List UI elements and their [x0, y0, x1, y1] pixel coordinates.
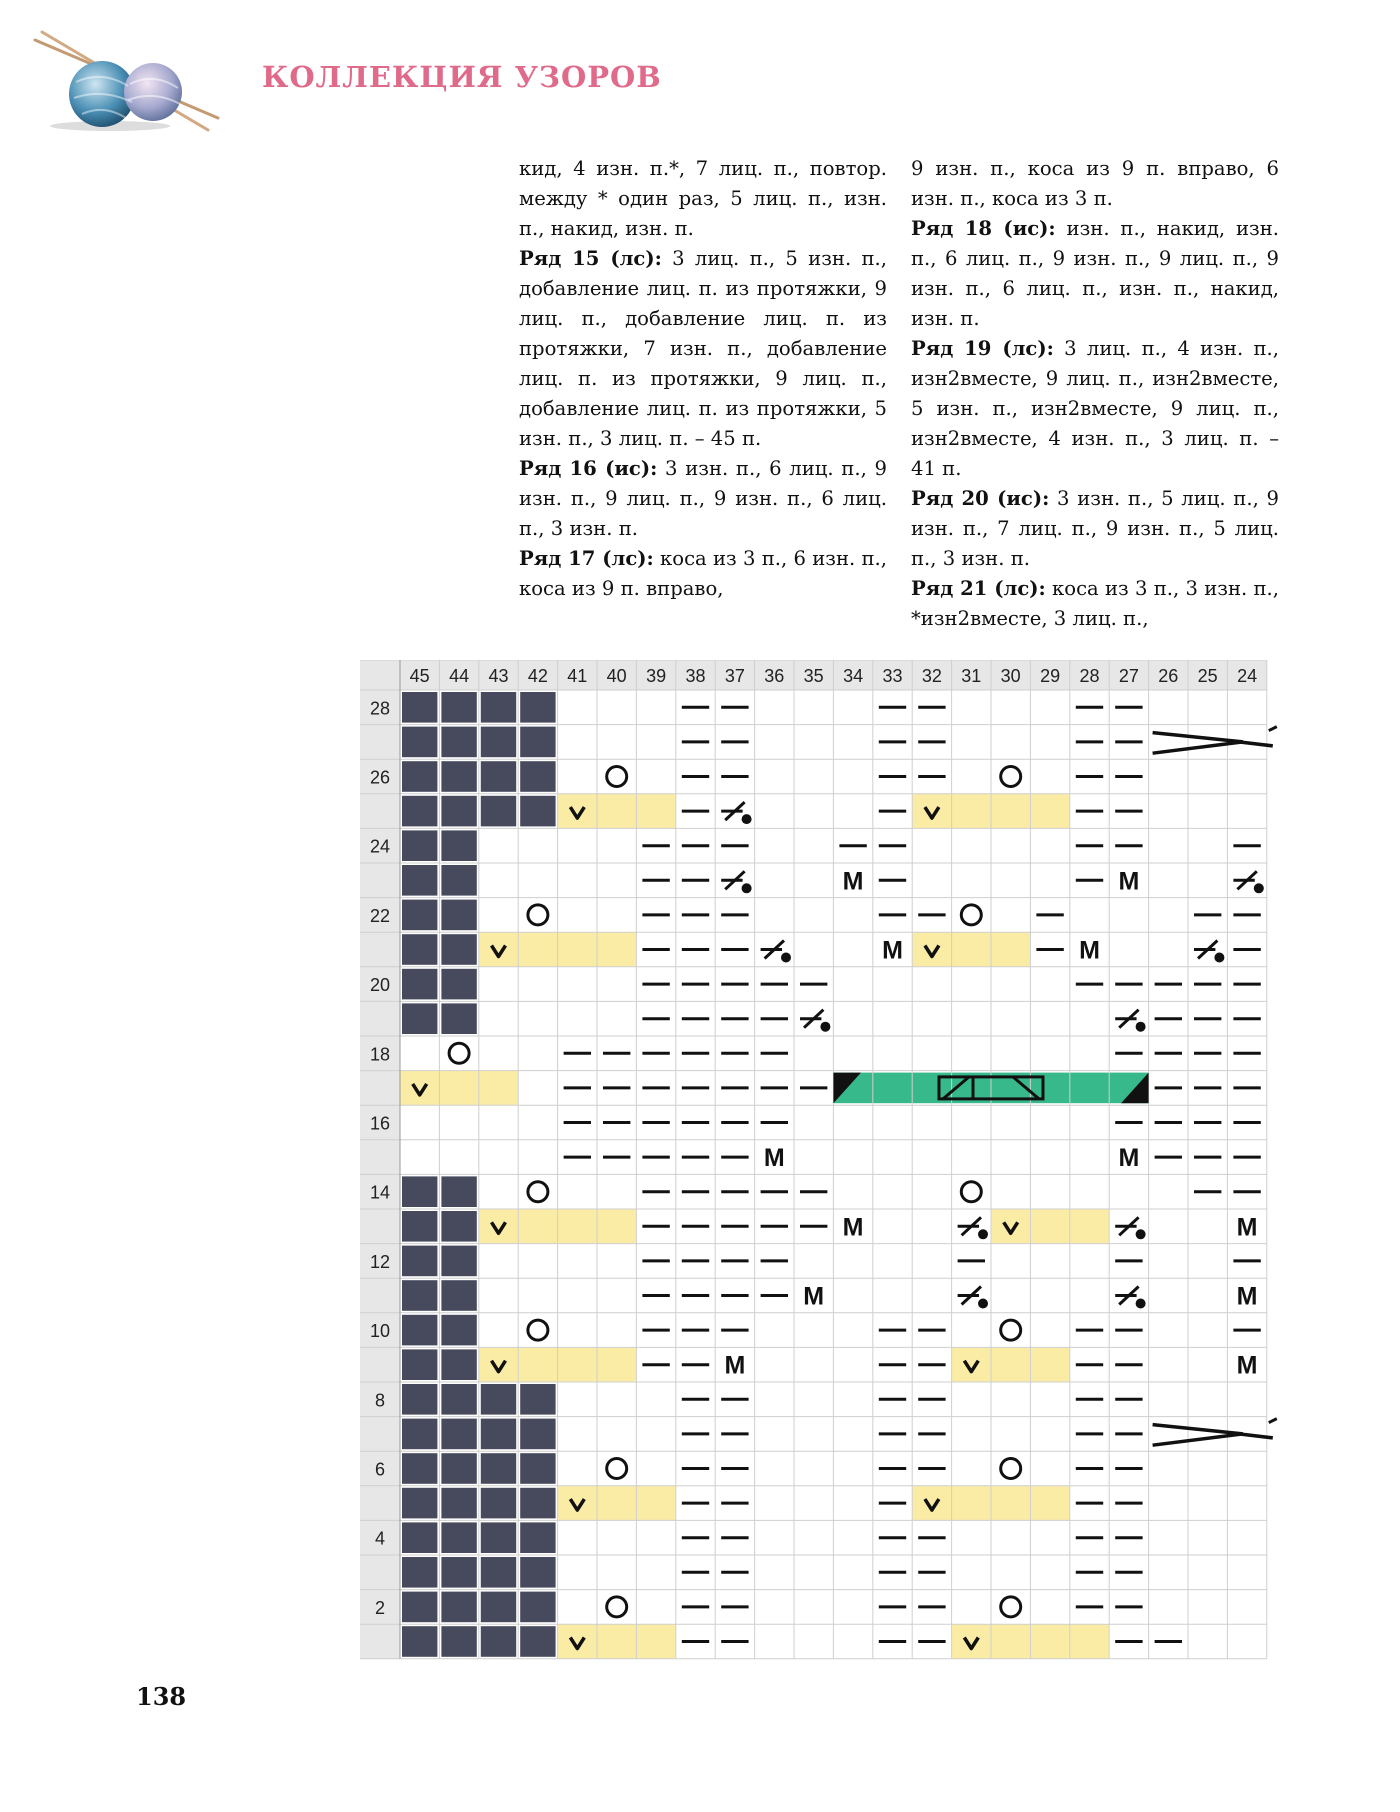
yellow-cell [479, 1209, 518, 1244]
no-stitch-cell [441, 1315, 476, 1346]
no-stitch-cell [441, 1453, 476, 1484]
dot-symbol [781, 953, 791, 963]
row-label: 6 [374, 1459, 386, 1480]
column-label: 34 [843, 666, 864, 686]
yarn-over-symbol [449, 1043, 469, 1063]
row-text: 3 лиц. п., 4 изн. п., изн2вместе, 9 лиц. п., изн2вместе, 5 изн. п., изн2вместе, 9 лиц. п., изн2вместе, 4 изн. п., 3 лиц. п. – 41 п. [911, 337, 1280, 480]
column-label: 37 [724, 666, 745, 686]
no-stitch-cell [520, 692, 555, 723]
row-label: Ряд 19 (лс): [911, 337, 1054, 360]
no-stitch-cell [402, 1522, 437, 1553]
row-text: коса из 3 п., 3 изн. п., *изн2вместе, 3 лиц. п., [911, 577, 1279, 630]
no-stitch-cell [441, 1384, 476, 1415]
row-label: 12 [369, 1251, 391, 1272]
column-label: 41 [567, 666, 588, 686]
make-one-symbol: M [1118, 1144, 1140, 1173]
yellow-cell [558, 1347, 597, 1382]
yellow-cell [558, 932, 597, 967]
column-label: 29 [1040, 666, 1061, 686]
no-stitch-cell [402, 1176, 437, 1207]
no-stitch-cell [520, 727, 555, 758]
no-stitch-cell [402, 1384, 437, 1415]
column-label: 31 [961, 666, 982, 686]
instruction-paragraph [911, 214, 1279, 334]
no-stitch-cell [441, 761, 476, 792]
no-stitch-cell [402, 830, 437, 861]
column-label: 36 [764, 666, 785, 686]
no-stitch-cell [481, 727, 516, 758]
no-stitch-cell [402, 1626, 437, 1657]
no-stitch-cell [441, 692, 476, 723]
no-stitch-cell [441, 1488, 476, 1519]
make-one-symbol: M [1079, 936, 1100, 965]
yellow-cell [636, 794, 675, 829]
yarn-over-symbol [607, 1597, 627, 1617]
no-stitch-cell [441, 900, 476, 931]
yellow-cell [1030, 1209, 1069, 1244]
row-text: 9 изн. п., коса из 9 п. вправо, 6 изн. п., коса из 3 п. [911, 157, 1279, 210]
yarn-over-symbol [1001, 1597, 1021, 1617]
yellow-cell [400, 1071, 439, 1106]
no-stitch-cell [441, 1211, 476, 1242]
make-one-symbol: M [1236, 1351, 1258, 1380]
yellow-cell [991, 932, 1030, 967]
yellow-cell [439, 1071, 478, 1106]
row-text: кид, 4 изн. п.*, 7 лиц. п., повтор. между * один раз, 5 лиц. п., изн. п., накид, изн. п. [519, 157, 887, 240]
no-stitch-cell [441, 1626, 476, 1657]
yellow-cell [991, 1624, 1030, 1659]
yarn-over-symbol [607, 767, 627, 787]
yarn-over-symbol [1001, 767, 1021, 787]
no-stitch-cell [481, 1488, 516, 1519]
no-stitch-cell [481, 692, 516, 723]
yellow-cell [558, 794, 597, 829]
yellow-cell [991, 1347, 1030, 1382]
column-label: 42 [527, 666, 548, 686]
yellow-cell [1030, 1347, 1069, 1382]
yellow-cell [597, 932, 636, 967]
yarn-over-symbol [961, 1182, 981, 1202]
no-stitch-cell [481, 1522, 516, 1553]
yellow-cell [1070, 1209, 1109, 1244]
no-stitch-cell [441, 1522, 476, 1553]
no-stitch-cell [520, 761, 555, 792]
dot-symbol [1136, 1022, 1146, 1032]
dot-symbol [742, 883, 752, 893]
no-stitch-cell [402, 1488, 437, 1519]
no-stitch-cell [402, 969, 437, 1000]
yellow-cell [518, 1347, 557, 1382]
no-stitch-cell [481, 1626, 516, 1657]
no-stitch-cell [402, 865, 437, 896]
instructions-right-column [911, 154, 1279, 634]
row-text: 3 лиц. п., 5 изн. п., добавление лиц. п. из протяжки, 9 лиц. п., добавление лиц. п. из протяжки, 7 изн. п., добавление лиц. п. из протяжки, 9 лиц. п., добавление лиц. п. из протяжки, 5 изн. п., 3 лиц. п. – 45 п. [519, 247, 888, 450]
no-stitch-cell [520, 1522, 555, 1553]
no-stitch-cell [402, 1280, 437, 1311]
no-stitch-cell [520, 1626, 555, 1657]
no-stitch-cell [402, 1003, 437, 1034]
no-stitch-cell [520, 1384, 555, 1415]
cable-cell [873, 1073, 912, 1104]
row-text: коса из 3 п., 6 изн. п., коса из 9 п. вправо, [519, 547, 887, 600]
column-label: 38 [685, 666, 706, 686]
column-label: 45 [409, 666, 430, 686]
no-stitch-cell [441, 969, 476, 1000]
no-stitch-cell [481, 1453, 516, 1484]
row-label: 4 [374, 1528, 386, 1549]
cable-cross-symbol [1269, 727, 1277, 731]
yellow-cell [597, 1486, 636, 1521]
no-stitch-cell [481, 1557, 516, 1588]
yellow-cell [912, 932, 951, 967]
row-label: 26 [369, 767, 391, 788]
yellow-cell [558, 1486, 597, 1521]
column-label: 25 [1197, 666, 1218, 686]
row-text: изн. п., накид, изн. п., 6 лиц. п., 9 изн. п., 9 лиц. п., 9 изн. п., 6 лиц. п., изн. п., накид, изн. п. [911, 217, 1279, 330]
yellow-cell [991, 794, 1030, 829]
row-label: Ряд 20 (ис): [911, 487, 1050, 510]
column-label: 39 [646, 666, 667, 686]
no-stitch-cell [402, 727, 437, 758]
make-one-symbol: M [1118, 867, 1140, 896]
row-label: 14 [369, 1182, 391, 1203]
instruction-paragraph [911, 484, 1279, 574]
page-number: 138 [136, 1682, 187, 1711]
row-text: 3 изн. п., 6 лиц. п., 9 изн. п., 9 лиц. п., 9 изн. п., 6 лиц. п., 3 изн. п. [519, 457, 887, 540]
yellow-cell [597, 1209, 636, 1244]
no-stitch-cell [441, 934, 476, 965]
yarn-over-symbol [528, 905, 548, 925]
cable-cross-symbol [1153, 733, 1243, 754]
column-label: 27 [1118, 666, 1139, 686]
make-one-symbol: M [724, 1351, 746, 1380]
yellow-cell [558, 1624, 597, 1659]
column-label: 33 [882, 666, 903, 686]
no-stitch-cell [481, 1384, 516, 1415]
instruction-paragraph [911, 154, 1279, 214]
no-stitch-cell [402, 1453, 437, 1484]
column-label: 28 [1079, 666, 1100, 686]
no-stitch-cell [441, 1003, 476, 1034]
cable-cross-symbol [1239, 742, 1273, 746]
no-stitch-cell [520, 796, 555, 827]
row-label: Ряд 17 (лс): [519, 547, 654, 570]
row-label: 28 [369, 698, 391, 719]
row-label: 20 [369, 975, 391, 996]
yellow-cell [636, 1624, 675, 1659]
make-one-symbol: M [803, 1282, 825, 1311]
yarn-over-symbol [528, 1320, 548, 1340]
no-stitch-cell [402, 1211, 437, 1242]
dot-symbol [978, 1299, 988, 1309]
yellow-cell [597, 1347, 636, 1382]
row-label: 22 [369, 905, 391, 926]
row-label: 2 [374, 1597, 386, 1618]
section-title: КОЛЛЕКЦИЯ УЗОРОВ [262, 60, 662, 94]
column-label: 40 [606, 666, 627, 686]
column-label: 24 [1237, 666, 1258, 686]
cable-cross-symbol [1239, 1434, 1273, 1438]
yellow-cell [518, 1209, 557, 1244]
instruction-paragraph [911, 574, 1279, 634]
column-label: 35 [803, 666, 824, 686]
yarn-over-symbol [1001, 1320, 1021, 1340]
yellow-cell [1070, 1624, 1109, 1659]
row-label: Ряд 18 (ис): [911, 217, 1056, 240]
no-stitch-cell [481, 1592, 516, 1623]
dot-symbol [1214, 953, 1224, 963]
row-label: 10 [369, 1321, 391, 1342]
no-stitch-cell [441, 1592, 476, 1623]
yellow-cell [952, 794, 991, 829]
yarn-over-symbol [528, 1182, 548, 1202]
no-stitch-cell [441, 865, 476, 896]
yarn-over-symbol [607, 1459, 627, 1479]
instruction-paragraph [911, 334, 1279, 484]
yellow-cell [597, 1624, 636, 1659]
row-text: 3 изн. п., 5 лиц. п., 9 изн. п., 7 лиц. п., 9 изн. п., 5 лиц. п., 3 изн. п. [911, 487, 1279, 570]
row-label: 24 [369, 836, 391, 857]
row-label: Ряд 16 (ис): [519, 457, 658, 480]
row-label: 18 [369, 1044, 391, 1065]
no-stitch-cell [402, 692, 437, 723]
yellow-cell [597, 794, 636, 829]
yellow-cell [518, 932, 557, 967]
dot-symbol [820, 1022, 830, 1032]
make-one-symbol: M [1236, 1282, 1258, 1311]
cable-cell [1070, 1073, 1109, 1104]
no-stitch-cell [402, 1592, 437, 1623]
yellow-cell [479, 1071, 518, 1106]
knitting-chart [360, 660, 1278, 1664]
yellow-cell [952, 932, 991, 967]
yellow-cell [952, 1486, 991, 1521]
no-stitch-cell [441, 1349, 476, 1380]
no-stitch-cell [441, 1280, 476, 1311]
instruction-paragraph [519, 544, 887, 604]
dot-symbol [978, 1229, 988, 1239]
no-stitch-cell [441, 1246, 476, 1277]
instruction-paragraph [519, 244, 887, 454]
dot-symbol [1136, 1229, 1146, 1239]
no-stitch-cell [520, 1488, 555, 1519]
make-one-symbol: M [842, 867, 864, 896]
instruction-paragraph [519, 154, 887, 244]
no-stitch-cell [402, 900, 437, 931]
no-stitch-cell [520, 1419, 555, 1450]
cable-cross-symbol [1153, 1425, 1243, 1446]
yellow-cell [952, 1347, 991, 1382]
no-stitch-cell [481, 761, 516, 792]
make-one-symbol: M [763, 1144, 785, 1173]
column-label: 44 [449, 666, 470, 686]
make-one-symbol: M [842, 1213, 864, 1242]
dot-symbol [1136, 1299, 1146, 1309]
no-stitch-cell [441, 1419, 476, 1450]
yellow-cell [1030, 1624, 1069, 1659]
no-stitch-cell [520, 1557, 555, 1588]
yarn-over-symbol [1001, 1459, 1021, 1479]
no-stitch-cell [402, 1315, 437, 1346]
yellow-cell [991, 1209, 1030, 1244]
column-label: 43 [488, 666, 509, 686]
no-stitch-cell [402, 934, 437, 965]
dot-symbol [742, 814, 752, 824]
column-label: 30 [1000, 666, 1021, 686]
no-stitch-cell [441, 1557, 476, 1588]
column-label: 32 [921, 666, 942, 686]
cable-cross-symbol [1269, 1419, 1277, 1423]
no-stitch-cell [441, 796, 476, 827]
row-label: 16 [369, 1113, 391, 1134]
yellow-cell [912, 794, 951, 829]
yellow-cell [636, 1486, 675, 1521]
no-stitch-cell [481, 796, 516, 827]
make-one-symbol: M [882, 936, 903, 965]
no-stitch-cell [481, 1419, 516, 1450]
yarn-over-symbol [961, 905, 981, 925]
no-stitch-cell [402, 761, 437, 792]
yellow-cell [991, 1486, 1030, 1521]
yellow-cell [912, 1486, 951, 1521]
yellow-cell [1030, 1486, 1069, 1521]
no-stitch-cell [441, 830, 476, 861]
yellow-cell [558, 1209, 597, 1244]
yellow-cell [479, 1347, 518, 1382]
no-stitch-cell [441, 727, 476, 758]
row-label: Ряд 15 (лс): [519, 247, 662, 270]
no-stitch-cell [520, 1453, 555, 1484]
no-stitch-cell [402, 796, 437, 827]
yellow-cell [1030, 794, 1069, 829]
instructions-left-column [519, 154, 887, 604]
no-stitch-cell [402, 1349, 437, 1380]
dot-symbol [1254, 883, 1264, 893]
yarn-balls-knitting-needles-icon [30, 22, 230, 132]
make-one-symbol: M [1236, 1213, 1258, 1242]
no-stitch-cell [520, 1592, 555, 1623]
row-label: 8 [374, 1390, 386, 1411]
instruction-paragraph [519, 454, 887, 544]
column-label: 26 [1158, 666, 1179, 686]
no-stitch-cell [402, 1557, 437, 1588]
row-label: Ряд 21 (лс): [911, 577, 1046, 600]
yellow-cell [479, 932, 518, 967]
yellow-cell [952, 1624, 991, 1659]
no-stitch-cell [402, 1419, 437, 1450]
no-stitch-cell [441, 1176, 476, 1207]
no-stitch-cell [402, 1246, 437, 1277]
